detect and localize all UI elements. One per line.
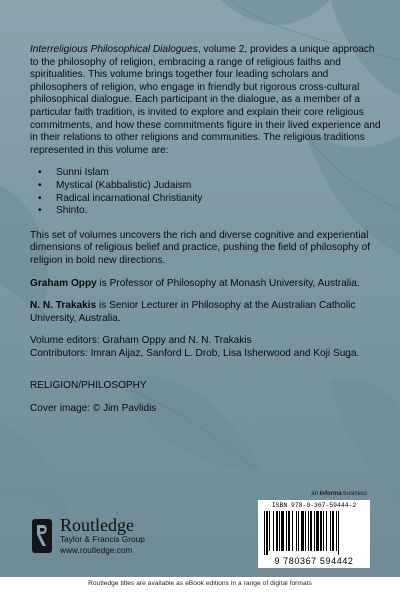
summary-paragraph: This set of volumes uncovers the rich and diverse cognitive and experiential dimensions of religious belief and practice, pushing the field of philosophy of religion in bold new directions.: [30, 229, 371, 266]
editor-bio-oppy: [30, 278, 382, 291]
blurb-text-block: [30, 44, 382, 426]
barcode-digits: 9 780367 594442: [274, 556, 354, 566]
publisher-logo: [30, 516, 145, 555]
routledge-r-icon: [30, 517, 54, 555]
editor-name: Graham Oppy: [30, 277, 97, 289]
editor-bio-trakakis: [30, 300, 382, 325]
ebook-availability-note: Routledge titles are available as eBook editions in a range of digital formats: [88, 580, 312, 587]
contributors-line: Contributors: Imran Aijaz, Sanford L. Drob, Lisa Isherwood and Koji Suga.: [30, 347, 360, 359]
traditions-list: [30, 167, 382, 217]
barcode-bars: [262, 511, 366, 555]
list-item: • Shinto.: [48, 205, 382, 218]
list-item: • Sunni Islam: [48, 167, 382, 180]
subject-category: RELIGION/PHILOSOPHY: [30, 380, 147, 392]
informa-brand: informa: [319, 491, 342, 497]
list-item: • Mystical (Kabbalistic) Judaism: [48, 180, 382, 193]
volume-editors-line: Volume editors: Graham Oppy and N. N. Trakakis: [30, 335, 252, 347]
publisher-name: Routledge: [60, 515, 134, 535]
editor-name: N. N. Trakakis: [30, 300, 97, 312]
intro-paragraph: [30, 44, 382, 157]
informa-business-tag: an informa business: [311, 491, 367, 497]
isbn-label: ISBN 978-0-367-59444-2: [271, 502, 357, 509]
publisher-group: Taylor & Francis Group: [60, 534, 145, 544]
publisher-url: www.routledge.com: [60, 545, 133, 555]
cover-image-credit: Cover image: © Jim Pavlidis: [30, 403, 157, 415]
list-item: • Radical incarnational Christianity: [48, 193, 382, 206]
isbn-barcode: [258, 500, 370, 568]
editor-bio-text: is Professor of Philosophy at Monash University, Australia.: [96, 277, 360, 289]
editor-bio-text: is Senior Lecturer in Philosophy at the Australian Catholic University, Australia.: [30, 300, 356, 324]
series-title: Interreligious Philosophical Dialogues: [30, 44, 198, 55]
publisher-text: [60, 516, 145, 555]
intro-text: , volume 2, provides a unique approach to the philosophy of religion, embracing a range of religious faiths and spiritualities. This volume brings together four leading scholars and philosophers of religion, who engage in friendly but rigorous cross-cultural philosophical dialogue. Each participant in the dialogue, as a member of a particular faith tradition, is invited to explore and explain their core religious commitments, and how these commitments figure in their lived experience and in their relations to other religions and communities. The religious traditions represented in this volume are:: [30, 44, 381, 156]
